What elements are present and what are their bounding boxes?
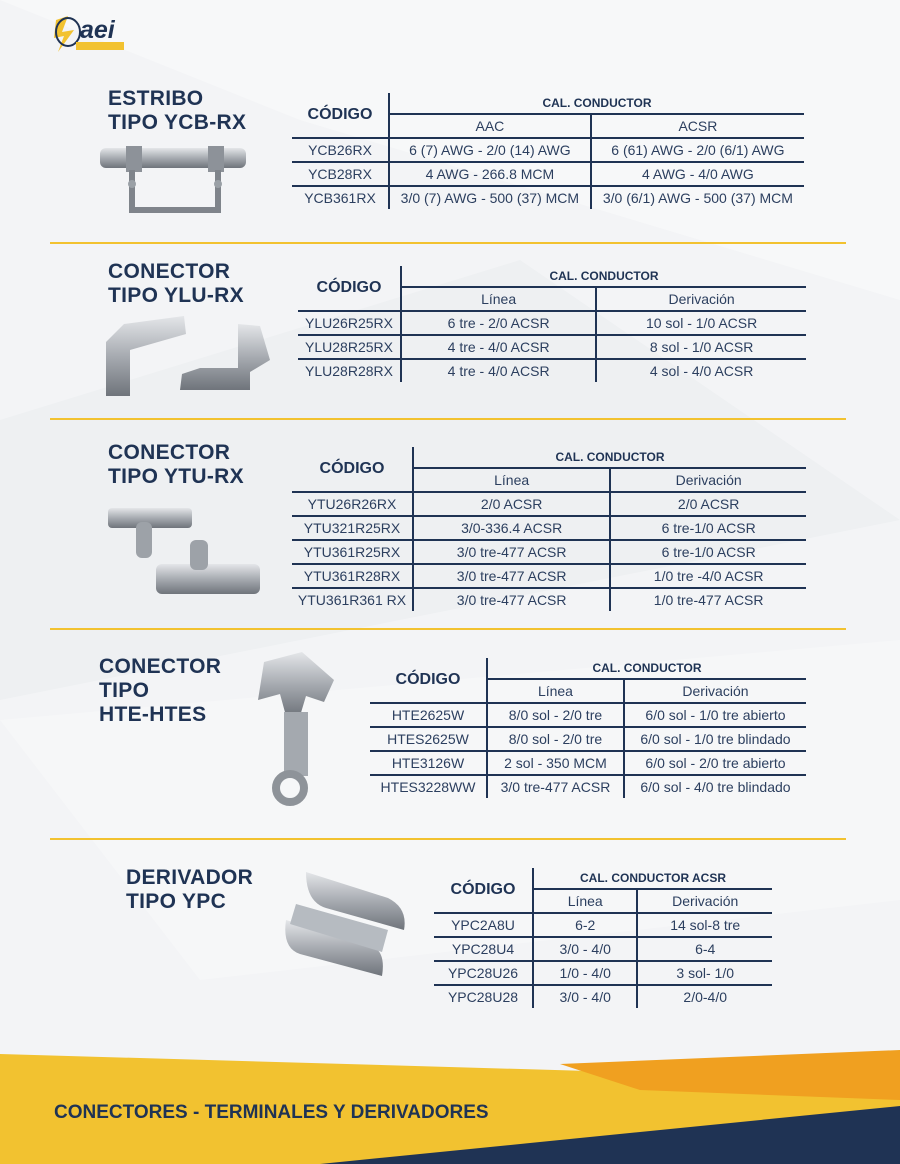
title-line: TIPO YPC xyxy=(126,890,227,913)
table-row xyxy=(370,751,806,775)
cell: 3/0 (6/1) AWG - 500 (37) MCM xyxy=(591,186,804,209)
code-header: CÓDIGO xyxy=(434,868,533,913)
table-row xyxy=(370,703,806,727)
table-row xyxy=(298,335,806,359)
cell: 2 sol - 350 MCM xyxy=(487,751,624,775)
title-line: TIPO YLU-RX xyxy=(108,284,244,307)
cell: 3/0 tre-477 ACSR xyxy=(413,540,610,564)
table-ypc xyxy=(434,868,772,1008)
cal-header: CAL. CONDUCTOR xyxy=(401,266,806,287)
table-row xyxy=(434,961,772,985)
cell: 8/0 sol - 2/0 tre xyxy=(487,727,624,751)
table-hte xyxy=(370,658,806,798)
cal-header: CAL. CONDUCTOR ACSR xyxy=(533,868,772,889)
cell-code: HTE3126W xyxy=(370,751,487,775)
cell: 1/0 - 4/0 xyxy=(533,961,637,985)
cell: 14 sol-8 tre xyxy=(637,913,772,937)
cell-code: YLU28R28RX xyxy=(305,363,393,379)
title-line: ESTRIBO xyxy=(108,87,204,110)
table-row xyxy=(370,775,806,798)
cell-code: HTE2625W xyxy=(370,703,487,727)
code-header: CÓDIGO xyxy=(370,658,487,703)
cell-code: YLU26R25RX xyxy=(298,311,401,335)
cell: 6-2 xyxy=(533,913,637,937)
sub-header: Línea xyxy=(401,287,596,311)
cell: 3/0-336.4 ACSR xyxy=(413,516,610,540)
cell: 2/0-4/0 xyxy=(637,985,772,1008)
cell: 2/0 ACSR xyxy=(610,492,806,516)
cal-header: CAL. CONDUCTOR xyxy=(487,658,806,679)
cell: 3/0 - 4/0 xyxy=(533,937,637,961)
section-divider xyxy=(50,418,846,420)
cell: 3/0 tre-477 ACSR xyxy=(487,775,624,798)
connector-hte-image xyxy=(250,650,340,812)
cell: 6 (7) AWG - 2/0 (14) AWG xyxy=(389,138,591,162)
cell: 2/0 ACSR xyxy=(413,492,610,516)
section-title-ycb xyxy=(108,87,246,135)
footer-title: CONECTORES - TERMINALES Y DERIVADORES xyxy=(54,1102,489,1123)
section-divider xyxy=(50,628,846,630)
logo-text: aei xyxy=(80,16,115,44)
table-row xyxy=(292,162,804,186)
section-divider xyxy=(50,838,846,840)
cell: 3/0 tre-477 ACSR xyxy=(413,564,610,588)
table-row xyxy=(434,937,772,961)
section-title-hte xyxy=(99,655,221,727)
connector-ylu-image xyxy=(100,312,270,404)
code-header: CÓDIGO xyxy=(298,266,401,311)
cell-code: YPC28U26 xyxy=(434,961,533,985)
title-line: CONECTOR xyxy=(99,655,222,678)
cell-code: YTU321R25RX xyxy=(292,516,413,540)
cell: 8 sol - 1/0 ACSR xyxy=(596,335,806,359)
section-title-ytu xyxy=(108,441,244,489)
title-line: CONECTOR xyxy=(108,260,231,283)
cell-code: HTES3228WW xyxy=(380,779,476,795)
table-ycb xyxy=(292,93,804,209)
title-line: TIPO YCB-RX xyxy=(108,111,247,134)
company-logo xyxy=(54,14,128,56)
cell: 1/0 tre-477 ACSR xyxy=(610,588,806,611)
sub-header: Línea xyxy=(533,889,637,913)
title-line: DERIVADOR xyxy=(126,866,254,889)
table-row xyxy=(292,186,804,209)
derivator-ypc-image xyxy=(276,868,416,996)
table-row xyxy=(292,540,806,564)
sub-header: Derivación xyxy=(596,287,806,311)
table-row xyxy=(292,564,806,588)
cell: 10 sol - 1/0 ACSR xyxy=(596,311,806,335)
cal-header: CAL. CONDUCTOR xyxy=(389,93,804,114)
cell: 4 tre - 4/0 ACSR xyxy=(401,359,596,382)
sub-header: ACSR xyxy=(591,114,804,138)
cell-code: HTES2625W xyxy=(370,727,487,751)
cell: 3/0 - 4/0 xyxy=(533,985,637,1008)
title-line: TIPO xyxy=(99,679,150,702)
table-row xyxy=(434,985,772,1008)
cell: 6/0 sol - 4/0 tre blindado xyxy=(624,775,806,798)
cell-code: YCB26RX xyxy=(292,138,389,162)
cell: 6 (61) AWG - 2/0 (6/1) AWG xyxy=(591,138,804,162)
cell-code: YTU361R361 RX xyxy=(297,592,407,608)
title-line: CONECTOR xyxy=(108,441,231,464)
table-row xyxy=(298,359,806,382)
code-header: CÓDIGO xyxy=(292,93,389,138)
table-ytu xyxy=(292,447,806,611)
title-line: TIPO YTU-RX xyxy=(108,465,244,488)
cell-code: YLU28R25RX xyxy=(298,335,401,359)
code-header: CÓDIGO xyxy=(292,447,413,492)
table-ylu xyxy=(298,266,806,382)
cell-code: YPC2A8U xyxy=(434,913,533,937)
sub-header: Línea xyxy=(413,468,610,492)
cell-code: YTU361R28RX xyxy=(292,564,413,588)
table-row xyxy=(292,138,804,162)
sub-header: Derivación xyxy=(610,468,806,492)
cell-code: YPC28U4 xyxy=(434,937,533,961)
cal-header: CAL. CONDUCTOR xyxy=(413,447,806,468)
sub-header: Derivación xyxy=(624,679,806,703)
cell: 3 sol- 1/0 xyxy=(637,961,772,985)
table-row xyxy=(298,311,806,335)
table-row xyxy=(370,727,806,751)
cell: 6/0 sol - 1/0 tre blindado xyxy=(624,727,806,751)
cell: 4 AWG - 4/0 AWG xyxy=(591,162,804,186)
cell: 4 AWG - 266.8 MCM xyxy=(389,162,591,186)
cell: 6/0 sol - 1/0 tre abierto xyxy=(624,703,806,727)
cell-code: YTU26R26RX xyxy=(292,492,413,516)
title-line: HTE-HTES xyxy=(99,703,207,726)
cell-code: YCB361RX xyxy=(304,190,376,206)
cell: 6 tre-1/0 ACSR xyxy=(610,540,806,564)
section-title-ypc xyxy=(126,866,253,914)
connector-ytu-image xyxy=(104,500,264,600)
table-row xyxy=(292,516,806,540)
cell-code: YPC28U28 xyxy=(447,989,519,1005)
cell-code: YCB28RX xyxy=(292,162,389,186)
cell-code: YTU361R25RX xyxy=(292,540,413,564)
cell: 8/0 sol - 2/0 tre xyxy=(487,703,624,727)
cell: 4 sol - 4/0 ACSR xyxy=(596,359,806,382)
cell: 1/0 tre -4/0 ACSR xyxy=(610,564,806,588)
section-divider xyxy=(50,242,846,244)
cell: 6-4 xyxy=(637,937,772,961)
table-row xyxy=(292,492,806,516)
cell: 6 tre-1/0 ACSR xyxy=(610,516,806,540)
stirrup-image xyxy=(98,140,250,220)
sub-header: Línea xyxy=(487,679,624,703)
sub-header: AAC xyxy=(389,114,591,138)
cell: 3/0 tre-477 ACSR xyxy=(413,588,610,611)
cell: 4 tre - 4/0 ACSR xyxy=(401,335,596,359)
cell: 6/0 sol - 2/0 tre abierto xyxy=(624,751,806,775)
sub-header: Derivación xyxy=(637,889,772,913)
table-row xyxy=(434,913,772,937)
cell: 3/0 (7) AWG - 500 (37) MCM xyxy=(389,186,591,209)
table-row xyxy=(292,588,806,611)
cell: 6 tre - 2/0 ACSR xyxy=(401,311,596,335)
section-title-ylu xyxy=(108,260,244,308)
